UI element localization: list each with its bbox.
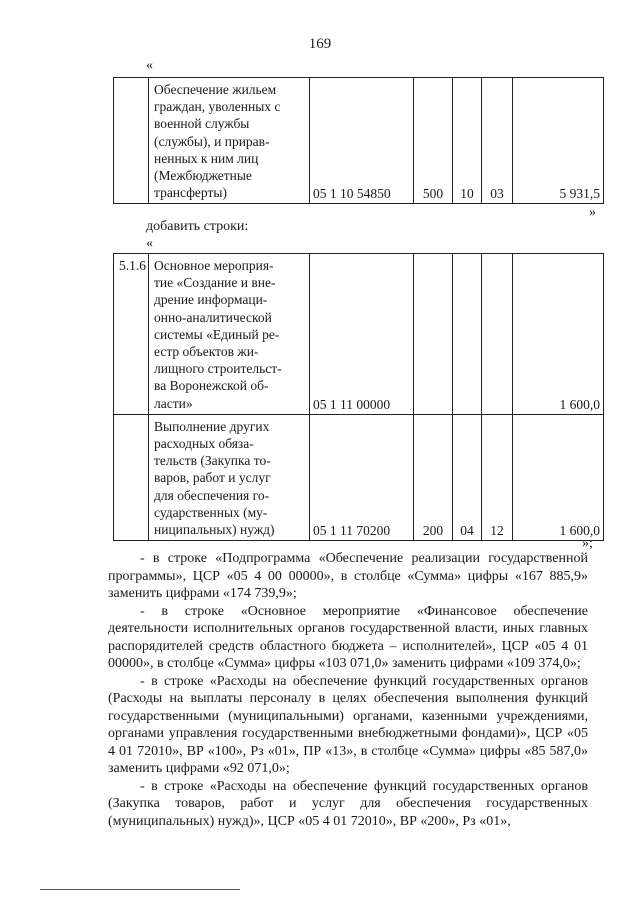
row-sum: 1 600,0 [513, 254, 604, 415]
row-pr: 12 [482, 414, 513, 540]
amendment-paragraphs [108, 550, 588, 830]
row-description: Основное мероприя- тие «Создание и вне- дрение информаци- онно-аналитической системы «Единый ре- естр объектов жи- лищного строительст- ва Воронежской об- ласти» [149, 254, 310, 415]
budget-table-2 [113, 253, 604, 541]
page-number: 169 [308, 36, 332, 52]
open-quote-2: « [146, 236, 153, 251]
row-number [114, 78, 149, 204]
budget-table-1 [113, 77, 604, 204]
row-sum: 1 600,0 [513, 414, 604, 540]
open-quote-1: « [146, 58, 153, 73]
table-row [114, 78, 604, 204]
footer-rule [40, 889, 240, 890]
add-rows-text: добавить строки: [146, 219, 249, 234]
close-quote-1: » [589, 205, 596, 220]
row-pr: 03 [482, 78, 513, 204]
row-sum: 5 931,5 [513, 78, 604, 204]
table-row [114, 254, 604, 415]
row-vr: 200 [414, 414, 453, 540]
row-description: Обеспечение жильем граждан, уволенных с военной службы (службы), и прирав- ненных к ним лиц (Межбюджетные трансферты) [149, 78, 310, 204]
row-number: 5.1.6 [114, 254, 149, 415]
row-rz [453, 254, 482, 415]
paragraph: - в строке «Подпрограмма «Обеспечение реализации государственной программы», ЦСР «05 4 00 00000», в столбце «Сумма» цифры «167 885,9» заменить цифрами «174 739,9»; [108, 551, 588, 601]
row-number [114, 414, 149, 540]
paragraph: - в строке «Расходы на обеспечение функций государственных органов (Закупка товаров, работ и услуг для обеспечения государственных (муниципальных) нужд)», ЦСР «05 4 01 72010», ВР «200», Рз «01», [108, 778, 588, 829]
row-csr: 05 1 11 00000 [310, 254, 414, 415]
paragraph: - в строке «Расходы на обеспечение функций государственных органов (Расходы на выплаты персоналу в целях обеспечения выполнения функций государственными (муниципальными) органами, казенными учреждениями, органами управления государственными внебюджетными фондами)», ЦСР «05 4 01 72010», ВР «100», Рз «01», ПР «13», в столбце «Сумма» цифры «85 587,0» заменить цифрами «92 071,0»; [108, 673, 588, 776]
paragraph: - в строке «Основное мероприятие «Финансовое обеспечение деятельности исполнительных органов государственной власти, иных главных распорядителей средств областного бюджета – исполнителей», ЦСР «05 4 01 00000», в столбце «Сумма» цифры «103 071,0» заменить цифрами «109 374,0»; [108, 603, 588, 671]
row-description: Выполнение других расходных обяза- тельств (Закупка то- варов, работ и услуг для обеспечения го- сударственных (му- ниципальных) нужд) [149, 414, 310, 540]
row-csr: 05 1 11 70200 [310, 414, 414, 540]
row-vr: 500 [414, 78, 453, 204]
row-pr [482, 254, 513, 415]
row-vr [414, 254, 453, 415]
close-quote-2: »; [582, 536, 593, 551]
row-rz: 10 [453, 78, 482, 204]
row-rz: 04 [453, 414, 482, 540]
row-csr: 05 1 10 54850 [310, 78, 414, 204]
table-row [114, 414, 604, 540]
